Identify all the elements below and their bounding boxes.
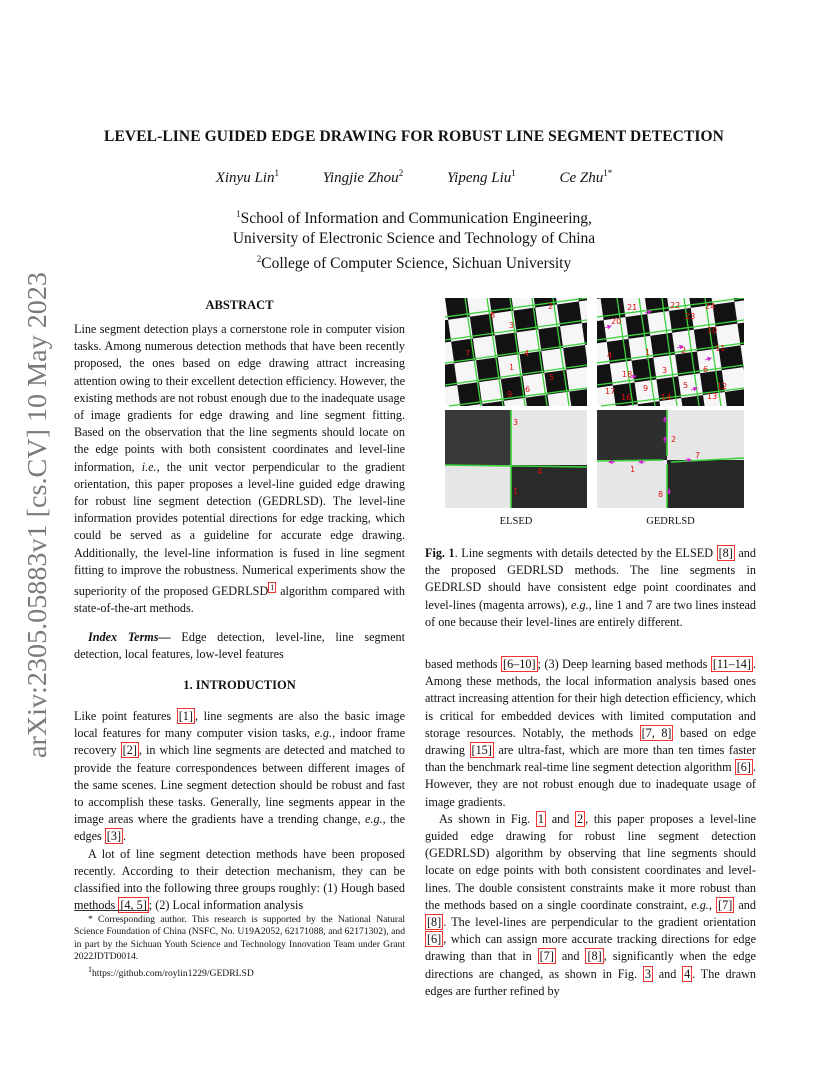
line-label: 3 (662, 366, 668, 375)
line-label: 3 (509, 321, 515, 330)
line-label: 24 (705, 302, 716, 311)
intro-para-1: Like point features [1] , line segments are also the basic image local features for many computer vision tasks, e.g., indoor frame recovery [2] , in which line segments are detected and matched to provide the feature correspondences between different images of the same scenes. Line segment detection should be robust and fast to accomplish these tasks. Generally, line segments appear in the image areas where the gradients have a trending change, e.g., the edges [3] . (74, 709, 406, 844)
panel-elsed-checker (445, 298, 587, 406)
arxiv-id: arXiv:2305.05883v1 [cs.CV] 10 May 2023 (21, 282, 52, 758)
footnote-rule (74, 910, 148, 911)
figure-ref[interactable]: 2 (576, 811, 584, 826)
line-label: 5 (549, 373, 555, 382)
line-label: 1 (630, 465, 636, 474)
line-label: 9 (643, 384, 649, 393)
figure-ref[interactable]: 3 (644, 966, 651, 981)
citation[interactable]: [6] (427, 932, 442, 947)
author: Yipeng Liu$^1$ (446, 168, 516, 186)
line-label: 23 (685, 312, 696, 321)
line-label: 4 (524, 349, 530, 358)
line-label: 8 (490, 311, 496, 320)
panel-gedrlsd-closeup (597, 410, 744, 508)
line-label: 1 (513, 487, 519, 496)
line-label: 4 (537, 467, 543, 476)
citation[interactable]: [6–10] (503, 657, 536, 671)
intro-para-3: As shown in Fig. 1 and 2 , this paper proposes a level-line guided edge drawing for robust line segment detection (GEDRLSD) algorithm by observing that line segments should locate on edge points with both consistent coordinates and level-lines. The double consistent constraints make it more robust than the methods based on a single coordinate constraint, e.g., [7] and [8] . The level-lines are perpendicular to the gradient orientation [6] , which can assign more accurate tracking directions for edge drawing than that in [7] and [8] , significantly when the edge directions are changed, as shown in Fig. 3 and 4 . The drawn edges are further refined by (425, 811, 756, 998)
intro-para-2: A lot of line segment detection methods have been proposed recently. According to their detection mechanism, they can be classified into the following three groups roughly: (1) Hough based methods [4, 5] ; (2) Local information analysis (74, 846, 405, 913)
panel-gedrlsd-checker (597, 298, 744, 406)
line-label: 6 (703, 365, 709, 374)
citation[interactable]: [11–14] (712, 657, 751, 671)
line-label: 2 (671, 435, 677, 444)
line-label: 11 (715, 344, 726, 353)
index-terms: Index Terms— Edge detection, level-line, line segment detection, local features, low-level features (74, 629, 405, 661)
line-label: 9 (507, 390, 513, 399)
line-label: 12 (717, 382, 728, 391)
line-label: 13 (707, 392, 718, 401)
line-label: 7 (695, 451, 701, 460)
citation[interactable]: [15] (471, 743, 492, 758)
intro-heading: 1. INTRODUCTION (183, 678, 296, 692)
footnote-ref[interactable]: 1 (270, 583, 275, 593)
figure-ref[interactable]: 4 (684, 966, 691, 981)
line-label: 7 (465, 349, 471, 358)
citation[interactable]: [8] (587, 949, 602, 964)
figure-label-elsed: ELSED (499, 516, 533, 527)
figure-1 (445, 298, 745, 513)
line-label: 22 (670, 301, 681, 310)
author: Ce Zhu$^{1*}$ (559, 168, 613, 186)
line-label: 21 (627, 303, 638, 312)
line-label: 20 (611, 317, 622, 326)
citation[interactable]: [2] (122, 743, 137, 758)
author-list (0, 168, 828, 187)
figure-ref[interactable]: 1 (537, 811, 544, 826)
affiliation-line: $^1$School of Information and Communication Engineering, (236, 209, 592, 228)
citation[interactable]: [8] (427, 915, 442, 930)
affiliation-line: University of Electronic Science and Technology of China (232, 230, 596, 248)
line-label: 3 (513, 418, 519, 427)
line-label: 1 (645, 348, 651, 357)
line-label: 1 (509, 363, 515, 372)
intro-body (74, 708, 405, 914)
abstract-body (74, 321, 405, 663)
footnotes (74, 914, 405, 980)
line-label: 2 (681, 346, 687, 355)
line-label: 5 (683, 381, 689, 390)
figure-1-caption: Fig. 1. Line segments with details detected by the ELSED [8] and the proposed GEDRLSD methods. The line segments in GEDRLSD should have consistent edge point coordinates and level-lines (magenta arrows), e.g., line 1 and 7 are two lines instead of one because their level-lines are entirely different. (425, 546, 757, 629)
author: Xinyu Lin$^1$ (215, 168, 279, 186)
arxiv-stamp (6, 270, 58, 760)
line-label: 17 (605, 387, 616, 396)
author: Yingjie Zhou$^2$ (322, 168, 404, 186)
line-label: 14 (661, 393, 672, 402)
citation[interactable]: [7] (718, 897, 733, 912)
line-label: 4 (607, 351, 613, 360)
figure-1-images (445, 298, 745, 513)
right-column-body (425, 656, 756, 1000)
line-label: 6 (525, 385, 531, 394)
footnote-corresponding: * Corresponding author. This research is supported by the National Natural Science Foundation of China (NSFC, No. U19A2052, 62171088, and 62171302), and in part by the Sichuan Youth Science and Technology Innovation Team under Grant 2022JDTD0014. (74, 914, 405, 963)
code-link[interactable]: https://github.com/roylin1229/GEDRLSD (92, 967, 254, 979)
citation[interactable]: [6] (736, 760, 751, 775)
citation[interactable]: [7] (539, 949, 554, 964)
citation[interactable]: [4, 5] (120, 898, 147, 913)
panel-elsed-closeup (445, 410, 587, 508)
citation[interactable]: [8] (718, 546, 733, 560)
footnote-url: $^1$https://github.com/roylin1229/GEDRLSD (88, 964, 254, 979)
line-label: 10 (707, 326, 718, 335)
citation[interactable]: [3] (106, 829, 122, 844)
paper-title: LEVEL-LINE GUIDED EDGE DRAWING FOR ROBUST LINE SEGMENT DETECTION (104, 128, 724, 145)
line-label: 18 (622, 370, 633, 379)
line-label: 8 (658, 490, 664, 499)
line-label: 16 (621, 393, 632, 402)
affiliation-line: $^2$College of Computer Science, Sichuan University (256, 254, 572, 273)
citation[interactable]: [7, 8] (641, 725, 672, 740)
affiliations (0, 204, 828, 274)
line-label: 2 (548, 302, 554, 311)
citation[interactable]: [1] (178, 709, 193, 723)
figure-label-gedrlsd: GEDRLSD (646, 516, 695, 527)
abstract-heading: ABSTRACT (205, 298, 274, 312)
intro-para-2-cont: based methods [6–10] ; (3) Deep learning based methods [11–14] . Among these methods, the local information analysis based ones attract increasing attention for their high detection efficiency, which is critical for embedded devices with limited computation and storage resources. Notably, the methods [7, 8] based on edge drawing [15] are ultra-fast, which are more than ten times faster than the benchmark real-time line segment detection algorithm [6] . However, they are not robust enough due to inadequate usage of image gradients. (425, 657, 757, 809)
abstract-text: Line segment detection plays a cornerstone role in computer vision tasks. Among numerous detection methods that have been recently proposed, the ones based on edge drawing attract increasing attention owing to their excellent detection efficiency. However, the existing methods are not robust enough due to the inadequate usage of image gradients for edge drawing and line segment fitting. Based on the observation that the line segments should locate on the edge points with both consistent coordinates and level-line information, i.e., the unit vector perpendicular to the gradient orientation, this paper proposes a level-line guided edge drawing for robust line segment detection (GEDRLSD). The level-line information provides potential directions for edge tracking, which could be served as a guideline for accurate edge drawing. Additionally, the level-line information is fused in line segment fitting to improve the robustness. Numerical experiments show the superiority of the proposed GEDRLSD $^1$ algorithm compared with state-of-the-art methods. (74, 322, 405, 616)
